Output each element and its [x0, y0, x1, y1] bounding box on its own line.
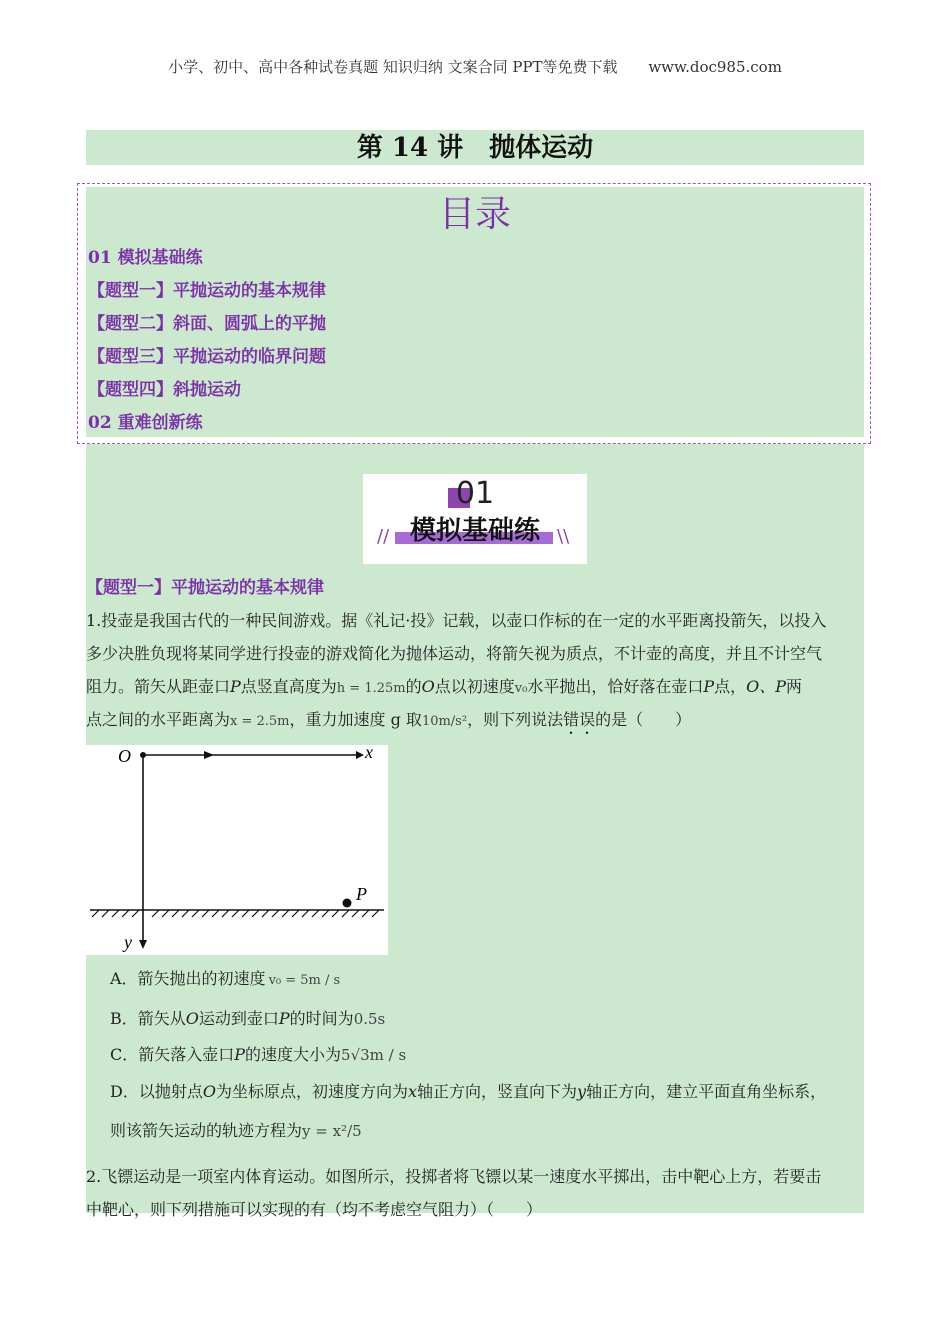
page-header [0, 56, 950, 77]
section-badge [363, 474, 587, 564]
toc-item[interactable]: 【题型四】斜抛运动 [88, 380, 241, 400]
q1-line: 点之间的水平距离为x = 2.5m，重力加速度 g 取10m/s²，则下列说法错误的是（ ） [86, 710, 692, 729]
q1-line: 阻力。箭矢从距壶口P点竖直高度为h = 1.25m的O点以初速度v₀水平抛出，恰好落在壶口P点，O、P两 [86, 677, 803, 696]
toc-item[interactable]: 【题型三】平抛运动的临界问题 [88, 347, 326, 367]
toc-item[interactable]: 【题型一】平抛运动的基本规律 [88, 281, 326, 301]
q1-line: 1.投壶是我国古代的一种民间游戏。据《礼记·投》记载，以壶口作标的在一定的水平距离投箭矢，以投入 [86, 611, 827, 630]
header-text: 小学、初中、高中各种试卷真题 知识归纳 文案合同 PPT等免费下载 [168, 58, 618, 76]
toc-heading: 目录 [438, 194, 511, 235]
point-p-label: P [356, 884, 367, 904]
option-d-line2: 则该箭矢运动的轨迹方程为y = x²/5 [110, 1121, 362, 1140]
section-title: 【题型一】平抛运动的基本规律 [86, 578, 324, 598]
question-1 [86, 604, 864, 736]
option-a[interactable]: A．箭矢抛出的初速度 v₀ = 5m / s [110, 969, 341, 988]
slash-decoration-icon: // [377, 526, 390, 547]
option-d[interactable]: D．以抛射点O为坐标原点，初速度方向为x轴正方向，竖直向下为y轴正方向，建立平面直角坐标系， [110, 1082, 827, 1101]
q2-line: 2.飞镖运动是一项室内体育运动。如图所示，投掷者将飞镖以某一速度水平掷出，击中靶心上方，若要击 [86, 1167, 822, 1186]
header-url[interactable]: www.doc985.com [648, 58, 782, 76]
q2-line: 中靶心，则下列措施可以实现的有（均不考虑空气阻力）（ ） [86, 1200, 543, 1219]
lecture-title: 第 14 讲 抛体运动 [86, 130, 864, 165]
table-of-contents [77, 183, 871, 444]
slash-decoration-icon: \\ [557, 526, 570, 547]
y-axis-label: y [124, 932, 132, 952]
origin-label: O [118, 746, 131, 766]
toc-item[interactable]: 01 模拟基础练 [88, 248, 203, 268]
option-c[interactable]: C．箭矢落入壶口P的速度大小为5√3m / s [110, 1045, 407, 1064]
question-2 [86, 1160, 864, 1226]
badge-label: 模拟基础练 [409, 516, 540, 546]
q1-line: 多少决胜负现将某同学进行投壶的游戏简化为抛体运动，将箭矢视为质点，不计壶的高度，并且不计空气 [86, 644, 823, 663]
projectile-diagram [86, 745, 388, 955]
x-axis-label: x [365, 745, 373, 762]
toc-item[interactable]: 【题型二】斜面、圆弧上的平抛 [88, 314, 326, 334]
toc-item[interactable]: 02 重难创新练 [88, 413, 203, 433]
badge-number: 01 [455, 476, 495, 511]
option-b[interactable]: B．箭矢从O运动到壶口P的时间为0.5s [110, 1009, 386, 1028]
